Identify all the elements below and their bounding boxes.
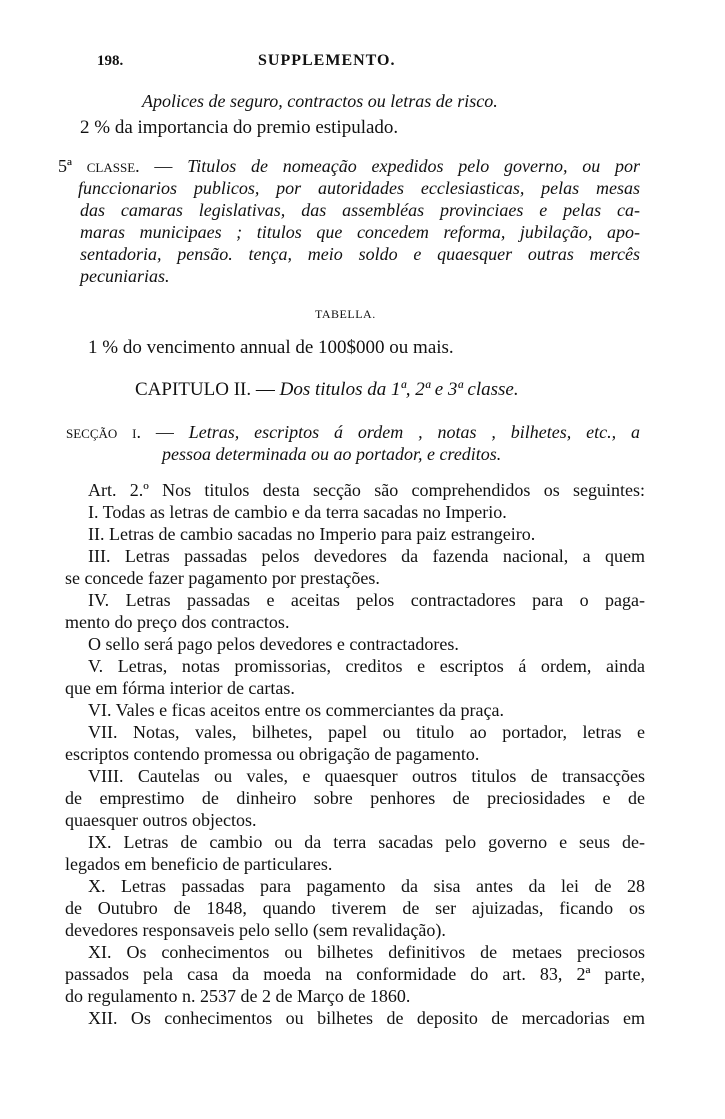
body-line: XII. Os conhecimentos ou bilhetes de deposito de mercadorias em <box>88 1008 645 1028</box>
body-line: IX. Letras de cambio ou da terra sacadas pelo governo e seus de- <box>88 832 645 852</box>
body-line: Art. 2.º Nos titulos desta secção são comprehendidos os seguintes: <box>88 480 645 500</box>
body-line: mento do preço dos contractos. <box>65 612 290 632</box>
body-line: O sello será pago pelos devedores e contractadores. <box>88 634 459 654</box>
body-line: de emprestimo de dinheiro sobre penhores de preciosidades e de <box>65 788 645 808</box>
running-title: SUPPLEMENTO. <box>258 52 396 69</box>
body-line: devedores responsaveis pelo sello (sem revalidação). <box>65 920 446 940</box>
body-line: se concede fazer pagamento por prestações. <box>65 568 380 588</box>
classe5-label: 5ª classe. — <box>58 156 173 176</box>
body-line: XI. Os conhecimentos ou bilhetes definitivos de metaes preciosos <box>88 942 645 962</box>
body-line: III. Letras passadas pelos devedores da fazenda nacional, a quem <box>88 546 645 566</box>
body-line: II. Letras de cambio sacadas no Imperio para paiz estrangeiro. <box>88 524 536 544</box>
body-line: do regulamento n. 2537 de 2 de Março de 1860. <box>65 986 411 1006</box>
seccao-subtitle: pessoa determinada ou ao portador, e creditos. <box>162 444 502 464</box>
classe5-line: 5ª classe. — Titulos de nomeação expedidos pelo governo, ou por <box>58 156 640 176</box>
body-line: passados pela casa da moeda na conformidade do art. 83, 2ª parte, <box>65 964 645 984</box>
body-line: I. Todas as letras de cambio e da terra sacadas no Imperio. <box>88 502 507 522</box>
body-line: de Outubro de 1848, quando tiverem de ser ajuizadas, ficando os <box>65 898 645 918</box>
page-number: 198. <box>97 53 124 69</box>
body-line: quaesquer outros objectos. <box>65 810 257 830</box>
classe5-line: pecuniarias. <box>80 266 170 286</box>
body-line: VIII. Cautelas ou vales, e quaesquer outros titulos de transacções <box>88 766 645 786</box>
classe5-line: sentadoria, pensão. tença, meio soldo e quaesquer outras mercês <box>80 244 640 264</box>
body-line: VII. Notas, vales, bilhetes, papel ou titulo ao portador, letras e <box>88 722 645 742</box>
classe5-line: das camaras legislativas, das assembléas provinciaes e pelas ca- <box>80 200 640 220</box>
body-line: legados em beneficio de particulares. <box>65 854 333 874</box>
body-line: V. Letras, notas promissorias, creditos e escriptos á ordem, ainda <box>88 656 645 676</box>
capitulo-heading: CAPITULO II. — Dos titulos da 1ª, 2ª e 3ª classe. <box>135 379 519 400</box>
apolices-rate: 2 % da importancia do premio estipulado. <box>80 117 399 138</box>
body-line: que em fórma interior de cartas. <box>65 678 295 698</box>
tabella-label: TABELLA. <box>315 307 376 321</box>
apolices-heading: Apolices de seguro, contractos ou letras de risco. <box>142 91 498 111</box>
body-line: escriptos contendo promessa ou obrigação de pagamento. <box>65 744 480 764</box>
classe5-line: maras municipaes ; titulos que concedem reforma, jubilação, apo- <box>80 222 640 242</box>
tabella-rate: 1 % do vencimento annual de 100$000 ou mais. <box>88 337 454 358</box>
body-line: X. Letras passadas para pagamento da sisa antes da lei de 28 <box>88 876 645 896</box>
body-line: VI. Vales e ficas aceitos entre os commerciantes da praça. <box>88 700 504 720</box>
classe5-line: funccionarios publicos, por autoridades ecclesiasticas, pelas mesas <box>78 178 640 198</box>
body-line: IV. Letras passadas e aceitas pelos contractadores para o paga- <box>88 590 645 610</box>
seccao-heading: secção i. — Letras, escriptos á ordem , notas , bilhetes, etc., a <box>66 422 640 442</box>
